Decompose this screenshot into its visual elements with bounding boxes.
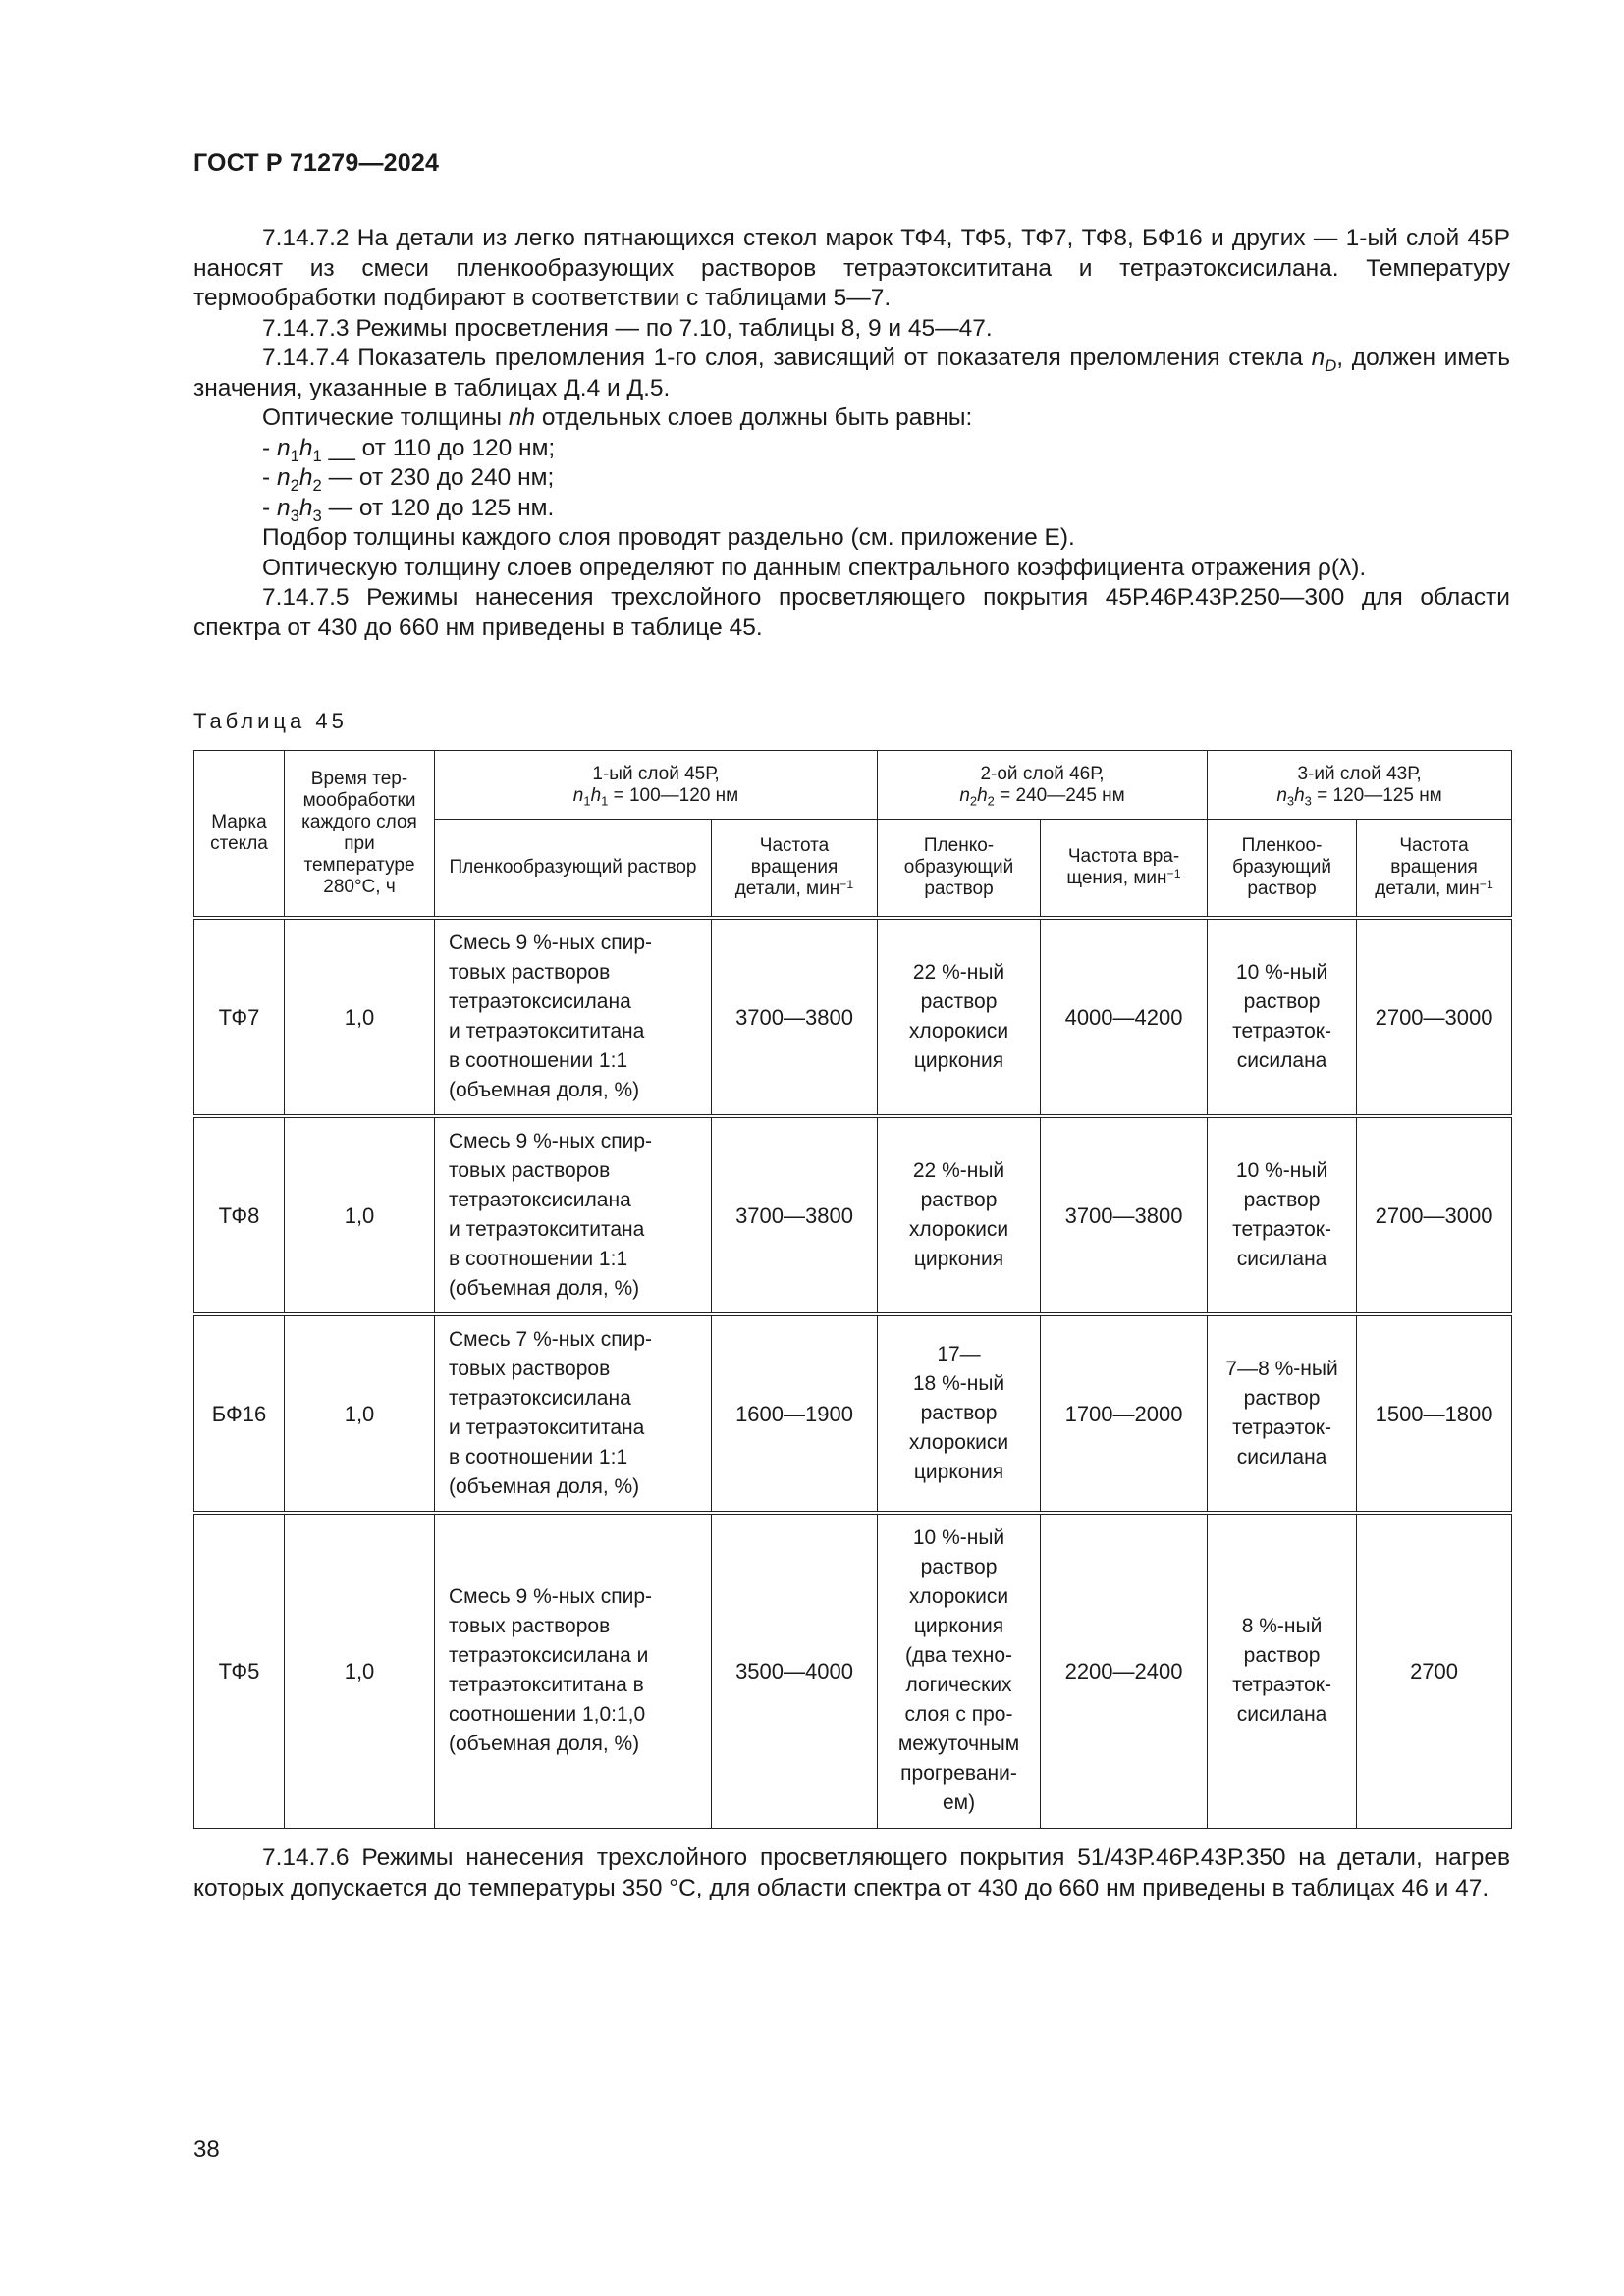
cell-line: 10 %-ный	[912, 1526, 1005, 1550]
cell-line: Смесь 9 %-ных спир-	[449, 932, 653, 954]
cell-line: тетраэтоксисилана	[449, 1387, 631, 1410]
cell-line: тетраэтоксисилана	[449, 990, 631, 1013]
paragraph-7-14-7-4: 7.14.7.4 Показатель преломления 1-го слоя, зависящий от показателя преломления стекла $n_D$, должен иметь значения, указанные в таблицах Д.4 и Д.5.	[193, 345, 1510, 401]
header-l2-solution: Пленко-образующий раствор	[878, 820, 1041, 919]
cell-line: и тетраэтокcититана	[449, 1218, 645, 1241]
cell-l2-frequency: 4000—4200	[1041, 918, 1208, 1116]
list-item: - $n_3h_3$ — от 120 до 125 нм.	[262, 494, 555, 525]
table-caption: Таблица 45	[193, 709, 348, 733]
cell-l3-frequency: 2700—3000	[1357, 1116, 1512, 1314]
paragraph-7-14-7-6: 7.14.7.6 Режимы нанесения трехслойного просветляющего покрытия 51/43Р.46Р.43Р.350 на детали, нагрев которых допускается до температуры 350 °С, для области спектра от 430 до 660 нм приведены в таблицах 46 и 47.	[193, 1844, 1510, 1901]
cell-line: тетраэток-	[1232, 1674, 1331, 1697]
cell-line: хлорокиси	[908, 1431, 1009, 1454]
cell-line: сисилана	[1236, 1049, 1327, 1072]
cell-l2-solution	[878, 918, 1041, 1116]
cell-l1-solution	[435, 1116, 712, 1314]
cell-l3-frequency: 2700—3000	[1357, 918, 1512, 1116]
cell-line: хлорокиси	[908, 1218, 1009, 1241]
cell-line: межуточным	[897, 1733, 1020, 1756]
cell-l1-frequency: 1600—1900	[712, 1314, 878, 1513]
cell-line: тетраэток-	[1232, 1020, 1331, 1042]
cell-line: сисилана	[1236, 1446, 1327, 1468]
header-l3-frequency: Частота вращения детали, мин$^{-1}$	[1357, 820, 1512, 919]
paragraph-7-14-7-2: 7.14.7.2 На детали из легко пятнающихся стекол марок ТФ4, ТФ5, ТФ7, ТФ8, БФ16 и других — 1-ый слой 45Р наносят из смеси пленкообразующих растворов тетраэтокcититана и тетраэтоксисилана. Температуру термообработки подбирают в соответствии с таблицами 5—7.	[193, 225, 1510, 311]
optical-thickness-intro: Оптические толщины nh отдельных слоев должны быть равны:	[262, 404, 973, 431]
table-row	[194, 918, 1512, 1116]
cell-line: раствор	[920, 990, 998, 1013]
cell-line: сисилана	[1236, 1703, 1327, 1727]
cell-line: Смесь 9 %-ных спир-	[449, 1585, 653, 1609]
cell-line: (объемная доля, %)	[449, 1277, 640, 1300]
cell-line: и тетраэтокcититана	[449, 1020, 645, 1042]
cell-line: товых растворов	[449, 1615, 611, 1638]
cell-line: и тетраэтокcититана	[449, 1416, 645, 1439]
paragraph-7-14-7-3: 7.14.7.3 Режимы просветления — по 7.10, таблицы 8, 9 и 45—47.	[262, 314, 993, 342]
cell-line: циркония	[913, 1615, 1004, 1638]
cell-line: циркония	[913, 1248, 1004, 1270]
cell-line: раствор	[1243, 990, 1321, 1013]
cell-line: 18 %-ный	[912, 1372, 1005, 1395]
cell-line: раствор	[920, 1189, 998, 1211]
cell-l1-frequency: 3500—4000	[712, 1513, 878, 1828]
cell-line: Смесь 7 %-ных спир-	[449, 1328, 653, 1351]
cell-l1-frequency: 3700—3800	[712, 1116, 878, 1314]
cell-l3-frequency: 1500—1800	[1357, 1314, 1512, 1513]
header-l1-solution: Пленкообразующий раствор	[435, 820, 712, 919]
table-row	[194, 1116, 1512, 1314]
cell-brand: ТФ7	[194, 918, 285, 1116]
cell-l1-frequency: 3700—3800	[712, 918, 878, 1116]
cell-line: 22 %-ный	[912, 1159, 1005, 1182]
cell-line: тетраэтоксисилана и	[449, 1644, 649, 1668]
cell-l2-solution	[878, 1314, 1041, 1513]
header-brand: Марка стекла	[194, 751, 285, 919]
cell-line: 17—	[937, 1343, 981, 1365]
cell-line: циркония	[913, 1461, 1004, 1483]
cell-line: тетраэтокcититана в	[449, 1674, 644, 1697]
cell-line: хлорокиси	[908, 1020, 1009, 1042]
cell-line: тетраэток-	[1232, 1218, 1331, 1241]
cell-line: 8 %-ный	[1241, 1615, 1323, 1638]
cell-line: сисилана	[1236, 1248, 1327, 1270]
cell-l2-frequency: 1700—2000	[1041, 1314, 1208, 1513]
header-l2-frequency: Частота вра-щения, мин$^{-1}$	[1041, 820, 1208, 919]
page-number: 38	[193, 2136, 220, 2163]
cell-brand: ТФ8	[194, 1116, 285, 1314]
cell-line: логических	[905, 1674, 1012, 1697]
cell-time: 1,0	[285, 918, 435, 1116]
cell-l2-frequency: 2200—2400	[1041, 1513, 1208, 1828]
header-l3-solution: Пленкоо-бразующий раствор	[1208, 820, 1357, 919]
cell-l3-solution	[1208, 1314, 1357, 1513]
cell-brand: БФ16	[194, 1314, 285, 1513]
cell-line: 22 %-ный	[912, 961, 1005, 984]
cell-line: раствор	[1243, 1387, 1321, 1410]
cell-line: (объемная доля, %)	[449, 1079, 640, 1101]
cell-l3-frequency: 2700	[1357, 1513, 1512, 1828]
table-body	[194, 918, 1512, 1828]
cell-line: соотношении 1,0:1,0	[449, 1703, 646, 1727]
cell-l2-solution	[878, 1116, 1041, 1314]
table-row	[194, 1314, 1512, 1513]
cell-line: в соотношении 1:1	[449, 1049, 628, 1072]
cell-l2-frequency: 3700—3800	[1041, 1116, 1208, 1314]
cell-line: раствор	[1243, 1644, 1321, 1668]
cell-line: в соотношении 1:1	[449, 1248, 628, 1270]
table-row	[194, 1513, 1512, 1828]
header-layer-2: 2-ой слой 46Р, $n_2h_2$ = 240—245 нм	[878, 751, 1208, 820]
paragraph-determination: Оптическую толщину слоев определяют по данным спектрального коэффициента отражения ρ(λ).	[262, 554, 1367, 581]
cell-time: 1,0	[285, 1513, 435, 1828]
cell-line: 7—8 %-ный	[1225, 1358, 1338, 1380]
cell-line: раствор	[920, 1556, 998, 1579]
cell-line: раствор	[920, 1402, 998, 1424]
cell-line: 10 %-ный	[1235, 1159, 1328, 1182]
cell-line: (объемная доля, %)	[449, 1475, 640, 1498]
cell-time: 1,0	[285, 1314, 435, 1513]
list-item: - $n_1h_1$ __ от 110 до 120 нм;	[262, 434, 556, 465]
cell-line: товых растворов	[449, 1358, 611, 1380]
cell-l3-solution	[1208, 1116, 1357, 1314]
cell-l3-solution	[1208, 918, 1357, 1116]
cell-l1-solution	[435, 1314, 712, 1513]
cell-line: тетраэток-	[1232, 1416, 1331, 1439]
cell-line: товых растворов	[449, 1159, 611, 1182]
cell-line: (объемная доля, %)	[449, 1733, 640, 1756]
header-layer-1: 1-ый слой 45Р, $n_1h_1$ = 100—120 нм	[435, 751, 878, 820]
body-text	[193, 224, 1510, 643]
cell-line: хлорокиси	[908, 1585, 1009, 1609]
cell-line: слоя с про-	[904, 1703, 1013, 1727]
cell-line: тетраэтоксисилана	[449, 1189, 631, 1211]
table-45	[193, 750, 1511, 1829]
header-l1-frequency: Частота вращения детали, мин$^{-1}$	[712, 820, 878, 919]
cell-brand: ТФ5	[194, 1513, 285, 1828]
header-layer-3: 3-ий слой 43Р, $n_3h_3$ = 120—125 нм	[1208, 751, 1512, 820]
list-item: - $n_2h_2$ — от 230 до 240 нм;	[262, 464, 555, 495]
paragraph-selection: Подбор толщины каждого слоя проводят раздельно (см. приложение Е).	[262, 524, 1075, 551]
cell-line: (два техно-	[904, 1644, 1013, 1668]
cell-line: товых растворов	[449, 961, 611, 984]
cell-l1-solution	[435, 918, 712, 1116]
cell-line: 10 %-ный	[1235, 961, 1328, 984]
cell-l2-solution	[878, 1513, 1041, 1828]
cell-line: в соотношении 1:1	[449, 1446, 628, 1468]
cell-line: ем)	[942, 1791, 976, 1815]
cell-time: 1,0	[285, 1116, 435, 1314]
cell-l3-solution	[1208, 1513, 1357, 1828]
cell-line: Смесь 9 %-ных спир-	[449, 1130, 653, 1152]
cell-l1-solution	[435, 1513, 712, 1828]
paragraph-7-14-7-5: 7.14.7.5 Режимы нанесения трехслойного просветляющего покрытия 45Р.46Р.43Р.250—300 для области спектра от 430 до 660 нм приведены в таблице 45.	[193, 584, 1510, 641]
header-time: Время тер-мообработки каждого слоя при температуре 280°С, ч	[285, 751, 435, 919]
document-header: ГОСТ Р 71279—2024	[193, 149, 440, 177]
cell-line: циркония	[913, 1049, 1004, 1072]
cell-line: прогревани-	[900, 1762, 1017, 1786]
cell-line: раствор	[1243, 1189, 1321, 1211]
